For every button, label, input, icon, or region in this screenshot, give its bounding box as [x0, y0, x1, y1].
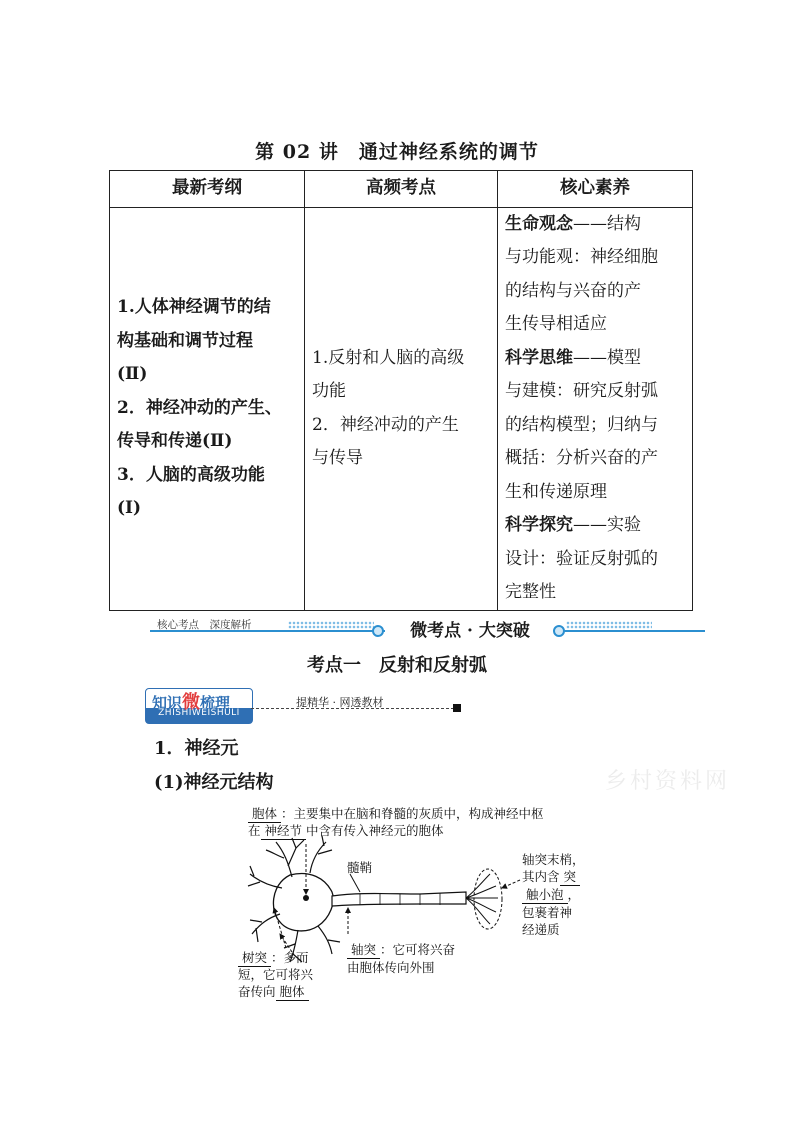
syllabus-line: 构基础和调节过程: [117, 330, 253, 351]
kaodian-title: 考点一 反射和反射弧: [307, 655, 487, 676]
syllabus-line: 2．神经冲动的产生、: [117, 397, 282, 418]
banner-title: 微考点 · 大突破: [385, 618, 555, 644]
literacy-line: [505, 476, 685, 510]
axon-myelin-sheath: [332, 892, 466, 906]
literacy-text: 的结构与兴奋的产: [505, 280, 641, 301]
terminal-line-1: 轴突末梢，: [522, 852, 585, 867]
neuron-diagram: [240, 830, 540, 980]
axon-term: 轴突: [347, 940, 380, 959]
subsection-heading: (1)神经元结构: [154, 772, 274, 793]
literacy-text: 完整性: [505, 582, 556, 602]
badge-label-pre: 知识: [152, 694, 183, 712]
core-literacy-cell: [498, 207, 693, 610]
dendrite-text-1: ：多而: [271, 950, 309, 965]
ganglion-post: 中含有传入神经元的胞体: [306, 823, 444, 838]
terminal-comma: ，: [567, 887, 581, 902]
neuron-nucleus: [303, 895, 309, 901]
literacy-text: 生和传递原理: [505, 481, 607, 502]
dendrite-text-3: 奋传向: [238, 984, 276, 999]
badge-label-post: 梳理: [200, 694, 231, 712]
banner-ring-right-icon: [553, 625, 565, 637]
literacy-line: [505, 308, 685, 342]
dendrite-term: 树突: [238, 948, 271, 967]
banner-dots-left: [288, 621, 374, 629]
soma-desc: ：主要集中在脑和脊髓的灰质中，构成神经中枢: [281, 806, 544, 821]
section-heading: 1．神经元: [154, 738, 239, 759]
lecture-title: 第 02 讲 通过神经系统的调节: [255, 141, 539, 163]
syllabus-line: (Ⅱ): [117, 364, 148, 385]
header-core-literacy: 核心素养: [498, 171, 693, 208]
literacy-text: ——结构: [573, 213, 641, 234]
literacy-line: [505, 409, 685, 443]
neuron-soma: [273, 874, 333, 931]
soma-term: 胞体: [248, 804, 281, 823]
banner-ring-left-icon: [372, 625, 384, 637]
table-body-row: [110, 207, 693, 610]
literacy-text: 生传导相适应: [505, 314, 607, 334]
syllabus-line: (Ⅰ): [117, 498, 142, 519]
syllabus-line: 1.人体神经调节的结: [117, 297, 271, 318]
banner-dots-right: [566, 621, 652, 629]
syllabus-cell: [110, 207, 305, 610]
header-syllabus: 最新考纲: [110, 171, 305, 208]
dendrite-target: 胞体: [276, 982, 309, 1001]
terminal-term-b: 触小泡: [522, 885, 568, 904]
literacy-text: 与建模：研究反射弧: [505, 381, 658, 401]
literacy-head: 科学探究: [505, 515, 573, 535]
key-point-line: 功能: [312, 381, 346, 401]
watermark: 乡村资料网: [605, 769, 731, 794]
knowledge-badge-pinyin: ZHISHIWEISHULI: [158, 708, 240, 718]
key-point-line: 2．神经冲动的产生: [312, 414, 459, 435]
terminal-dashed-outline: [474, 869, 502, 929]
axon-label-2: 由胞体传向外围: [347, 960, 435, 975]
terminal-term-a: 突: [560, 867, 581, 886]
ganglion-term: 神经节: [261, 821, 307, 840]
terminal-line-5: 经递质: [522, 922, 560, 937]
literacy-text: 设计：验证反射弧的: [505, 548, 658, 569]
literacy-line: [505, 576, 685, 610]
ganglion-pre: 在: [248, 823, 261, 838]
badge-label-big: 微: [182, 692, 201, 713]
literacy-line: [505, 241, 685, 275]
key-points-cell: [305, 207, 498, 610]
literacy-text: 与功能观：神经细胞: [505, 247, 658, 267]
myelin-pointer: [350, 874, 360, 892]
key-point-line: 1.反射和人脑的高级: [312, 347, 465, 368]
outline-table: [109, 170, 693, 611]
syllabus-line: 传导和传递(Ⅱ): [117, 431, 233, 452]
literacy-line: [505, 208, 685, 242]
dendrite-label-3: [238, 982, 309, 1001]
axon-terminal-branches: [466, 874, 498, 924]
terminal-pre: 其内含: [522, 869, 560, 884]
literacy-text: ——实验: [573, 515, 641, 535]
badge-tagline: 提精华 · 网透教材: [296, 696, 384, 709]
axon-text-1: ：它可将兴奋: [380, 942, 456, 957]
literacy-line: [505, 543, 685, 577]
literacy-head: 生命观念: [505, 213, 573, 234]
literacy-text: ——模型: [573, 347, 641, 368]
literacy-line: [505, 275, 685, 309]
key-point-line: 与传导: [312, 448, 363, 468]
literacy-line: [505, 375, 685, 409]
literacy-head: 科学思维: [505, 347, 573, 368]
literacy-line: [505, 509, 685, 543]
literacy-text: 概括：分析兴奋的产: [505, 448, 658, 468]
dendrite-label-2: 短，它可将兴: [238, 967, 314, 982]
syllabus-line: 3．人脑的高级功能: [117, 464, 265, 485]
myelin-label: 髓鞘: [347, 860, 373, 875]
table-header-row: [110, 171, 693, 208]
banner-left-text: 核心考点 深度解析: [157, 619, 252, 631]
header-key-points: 高频考点: [305, 171, 498, 208]
literacy-line: [505, 342, 685, 376]
literacy-text: 的结构模型；归纳与: [505, 414, 658, 435]
terminal-line-4: 包裹着神: [522, 905, 573, 920]
literacy-line: [505, 442, 685, 476]
badge-end-square-icon: [453, 704, 461, 712]
